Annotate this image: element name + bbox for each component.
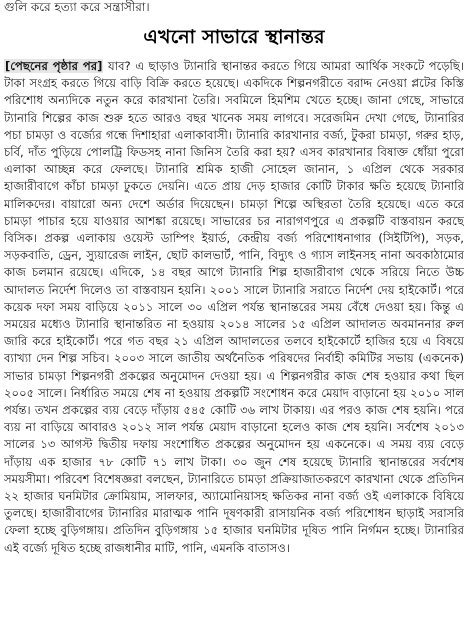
- continued-from-tag: [পেছনের পৃষ্ঠার পর]: [5, 59, 103, 73]
- article-paragraph: [4, 58, 464, 557]
- article-body: [4, 58, 464, 620]
- previous-article-fragment: গুলি করে হত্যা করে সন্ত্রাসীরা।: [4, 0, 150, 14]
- article-headline: এখনো সাভারে স্থানান্তর: [143, 26, 325, 48]
- article-text: যাব? এ ছাড়াও ট্যানারি স্থানান্তর করতে গিয়ে আমরা আর্থিক সংকটে পড়েছি। টাকা সংগ্রহ করতে গিয়ে বাড়ি বিক্রি করতে হয়েছে। একদিকে শিল্পনগরীতে বরাদ্দ নেওয়া প্লটের কিস্তি পরিশোধ অন্যদিকে নতুন করে কারখানা তৈরি। সবমিলে হিমশিম খেতে হচ্ছে। জানা গেছে, সাভারে ট্যানারি শিল্পের কাজ শুরু হতে আরও বছর খানেক সময় লাগবে। সরেজমিন দেখা গেছে, ট্যানারির পচা চামড়া ও বর্জ্যের গন্ধে দিশাহারা এলাকাবাসী। ট্যানারি কারখানার বর্জ্য, টুকরা চামড়া, গরুর হাড়, চর্বি, দাঁত পুড়িয়ে পোলট্রি ফিডসহ নানা জিনিস তৈরি করা হয়? এসব কারখানার বিষাক্ত ধোঁয়া পুরো এলাকা আচ্ছন্ন করে ফেলছে। ট্যানারি শ্রমিক হাজী সোহেল জানান, ১ এপ্রিল থেকে সরকার হাজারীবাগে কাঁচা চামড়া ঢুকতে দেয়নি। এতে প্রায় দেড় হাজার কোটি টাকার ক্ষতি হয়েছে ট্যানারি মালিকদের। বায়ারো অন্য দেশে অর্ডার দিয়েছেন। চামড়া শিল্পে অস্থিরতা তৈরি হয়েছে। এতে করে চামড়া পাচার হয়ে যাওয়ার আশঙ্কা রয়েছে। সাভারের চর নারাগণপুরে এ প্রকল্পটি বাস্তবায়ন করছে বিসিক। প্রকল্প এলাকায় ওয়েস্ট ডাম্পিং ইয়ার্ড, কেন্দ্রীয় বর্জ্য পরিশোধনাগার (সিইটিপি), সড়ক, সড়কবাতি, ড্রেন, স্যুয়ারেজ লাইন, ছোট কালভার্ট, পানি, বিদ্যুৎ ও গ্যাস লাইনসহ নানা অবকাঠামোর কাজ চলমান রয়েছে। এদিকে, ১৪ বছর আগে ট্যানারি শিল্প হাজারীবাগ থেকে সরিয়ে নিতে উচ্চ আদালত নির্দেশ দিলেও তা বাস্তবায়ন হয়নি। ২০০১ সালে ট্যানারি সরাতে নির্দেশ দেয় হাইকোর্ট। পরে কয়েক দফা সময় বাড়িয়ে ২০১১ সালে ৩০ এপ্রিল পর্যন্ত স্থানান্তরের সময় বেঁধে দেওয়া হয়। কিন্তু এ সময়ের মধ্যেও ট্যানারি স্থানান্তরিত না হওয়ায় ২০১৪ সালের ১৫ এপ্রিল আদালত অবমাননার রুল জারি করে হাইকোর্ট। পরে গত বছর ২১ এপ্রিল আদালতের তলবে হাইকোর্টে হাজির হয়ে এ বিষয়ে ব্যাখ্যা দেন শিল্প সচিব। ২০০৩ সালে জাতীয় অর্থনৈতিক পরিষদের নির্বাহী কমিটির সভায় (একনেক) সাভার চামড়া শিল্পনগরী প্রকল্পের অনুমোদন দেওয়া হয়। এ শিল্পনগরীর কাজ শেষ হওয়ার কথা ছিল ২০০৫ সালে। নির্ধারিত সময়ে শেষ না হওয়ায় প্রকল্পটি সংশোধন করে মেয়াদ বাড়ানো হয় ২০১০ সাল পর্যন্ত। তখন প্রকল্পের ব্যয় বেড়ে দাঁড়ায় ৫৪৫ কোটি ৩৬ লাখ টাকায়। এর পরও কাজ শেষ হয়নি। পরে ব্যয় না বাড়িয়ে আবারও ২০১২ সাল পর্যন্ত মেয়াদ বাড়ানো হলেও কাজ শেষ হয়নি। সর্বশেষ ২০১৩ সালের ১৩ আগস্ট দ্বিতীয় দফায় সংশোধিত প্রকল্পের অনুমোদন হয় একনেকে। এ সময় ব্যয় বেড়ে দাঁড়ায় এক হাজার ৭৮ কোটি ৭১ লাখ টাকা। ৩০ জুন শেষ হয়েছে ট্যানারি স্থানান্তরের সর্বশেষ সময়সীমা। পরিবেশ বিশেষজ্ঞরা বলছেন, ট্যানারিতে চামড়া প্রক্রিয়াজাতকরণে কারখানা থেকে প্রতিদিন ২২ হাজার ঘনমিটার ক্রোমিয়াম, সালফার, অ্যামোনিয়াসহ ক্ষতিকর নানা বর্জ্য ওই এলাকাকে বিষিয়ে তুলছে। হাজারীবাগের ট্যানারির মারাত্মক পানি দূষণকারী রাসায়নিক বর্জ্য পরিশোধন ছাড়াই সরাসরি ফেলা হচ্ছে বুড়িগঙ্গায়। প্রতিদিন বুড়িগঙ্গায় ১৫ হাজার ঘনমিটার দূষিত পানি নির্গমন হচ্ছে। ট্যানারির এই বর্জ্যে দূষিত হচ্ছে রাজধানীর মাটি, পানি, এমনকি বাতাসও।: [4, 59, 464, 555]
